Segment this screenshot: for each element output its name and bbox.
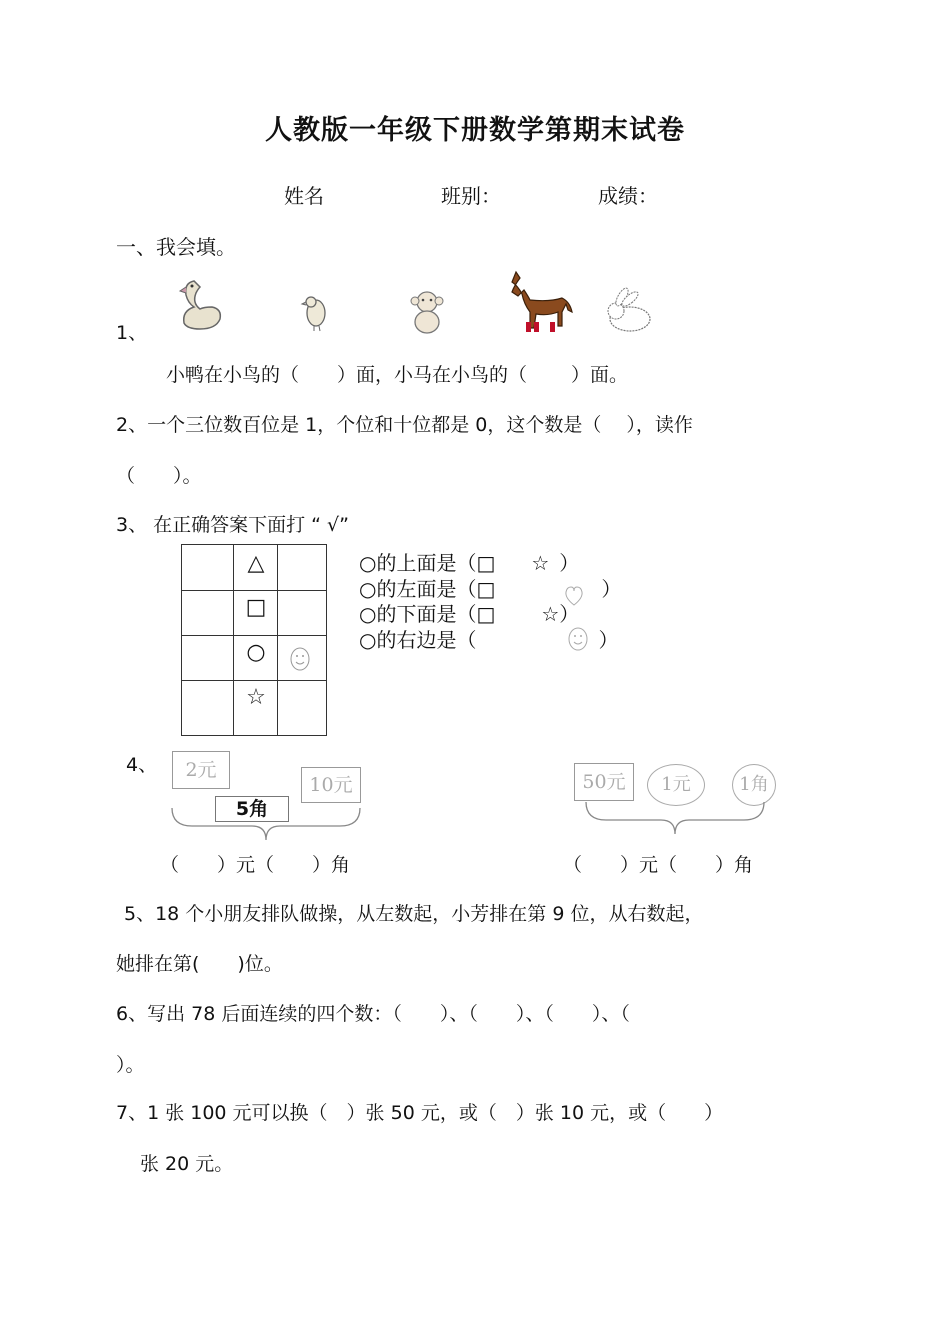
grid-star: ☆ [246,685,266,710]
class-label: 班别： [441,184,501,208]
q5-line1: 5、18 个小朋友排队做操，从左数起，小芳排在第 9 位，从右数起， [124,903,704,925]
q4-answer-right[interactable]: （ ）元（ ）角 [563,854,754,876]
q2-line1: 2、一个三位数百位是 1，个位和十位都是 0，这个数是（ ），读作 [116,414,693,436]
note-50-yuan: 50元 [574,763,634,801]
note-2-yuan: 2元 [172,751,230,789]
q1-text: 小鸭在小鸟的（ ）面，小马在小鸟的（ ）面。 [166,364,629,386]
q6-line1: 6、写出 78 后面连续的四个数：（ ）、（ ）、（ ）、（ [116,1003,630,1025]
monkey-icon [404,288,450,336]
grid-circle: ○ [246,640,266,665]
q3-option-3[interactable]: ○的下面是（□ ☆） [359,602,580,626]
q3-option-4[interactable]: ○的右边是（ ） [359,628,619,652]
q1-number: 1、 [116,322,148,344]
brace-right [584,800,766,836]
q3-option-2[interactable]: ○的左面是（□ ） [359,577,622,601]
duck-icon [176,275,224,331]
coin-1-jiao: 1角 [732,764,776,806]
score-label: 成绩： [598,184,658,208]
q3-option-1[interactable]: ○的上面是（□ ☆ ） [359,551,580,575]
q5-line2: 她排在第( )位。 [116,953,283,975]
name-label: 姓名 [284,184,324,208]
bird-icon [298,293,332,333]
page-title: 人教版一年级下册数学第期末试卷 [265,115,685,146]
rabbit-icon [600,287,656,335]
q2-line2: （ ）。 [116,465,202,487]
note-10-yuan: 10元 [301,767,361,803]
horse-icon [506,268,576,334]
smiley-icon [289,647,311,671]
coin-1-yuan: 1元 [647,764,705,806]
grid-triangle: △ [247,551,265,576]
note-5-jiao: 5角 [215,796,289,822]
position-grid [181,544,327,736]
smiley-icon-option [567,626,589,652]
section-heading: 一、我会填。 [116,235,236,259]
grid-square: □ [245,595,267,620]
q4-answer-left[interactable]: （ ）元（ ）角 [160,854,351,876]
q4-number: 4、 [126,754,158,776]
q6-line2: ）。 [116,1054,145,1076]
q7-line2: 张 20 元。 [140,1153,234,1175]
brace-left [170,806,364,842]
q3-heading: 3、 在正确答案下面打 “ √” [116,514,350,536]
q7-line1: 7、1 张 100 元可以换（ ）张 50 元，或（ ）张 10 元，或（ ） [116,1102,724,1124]
